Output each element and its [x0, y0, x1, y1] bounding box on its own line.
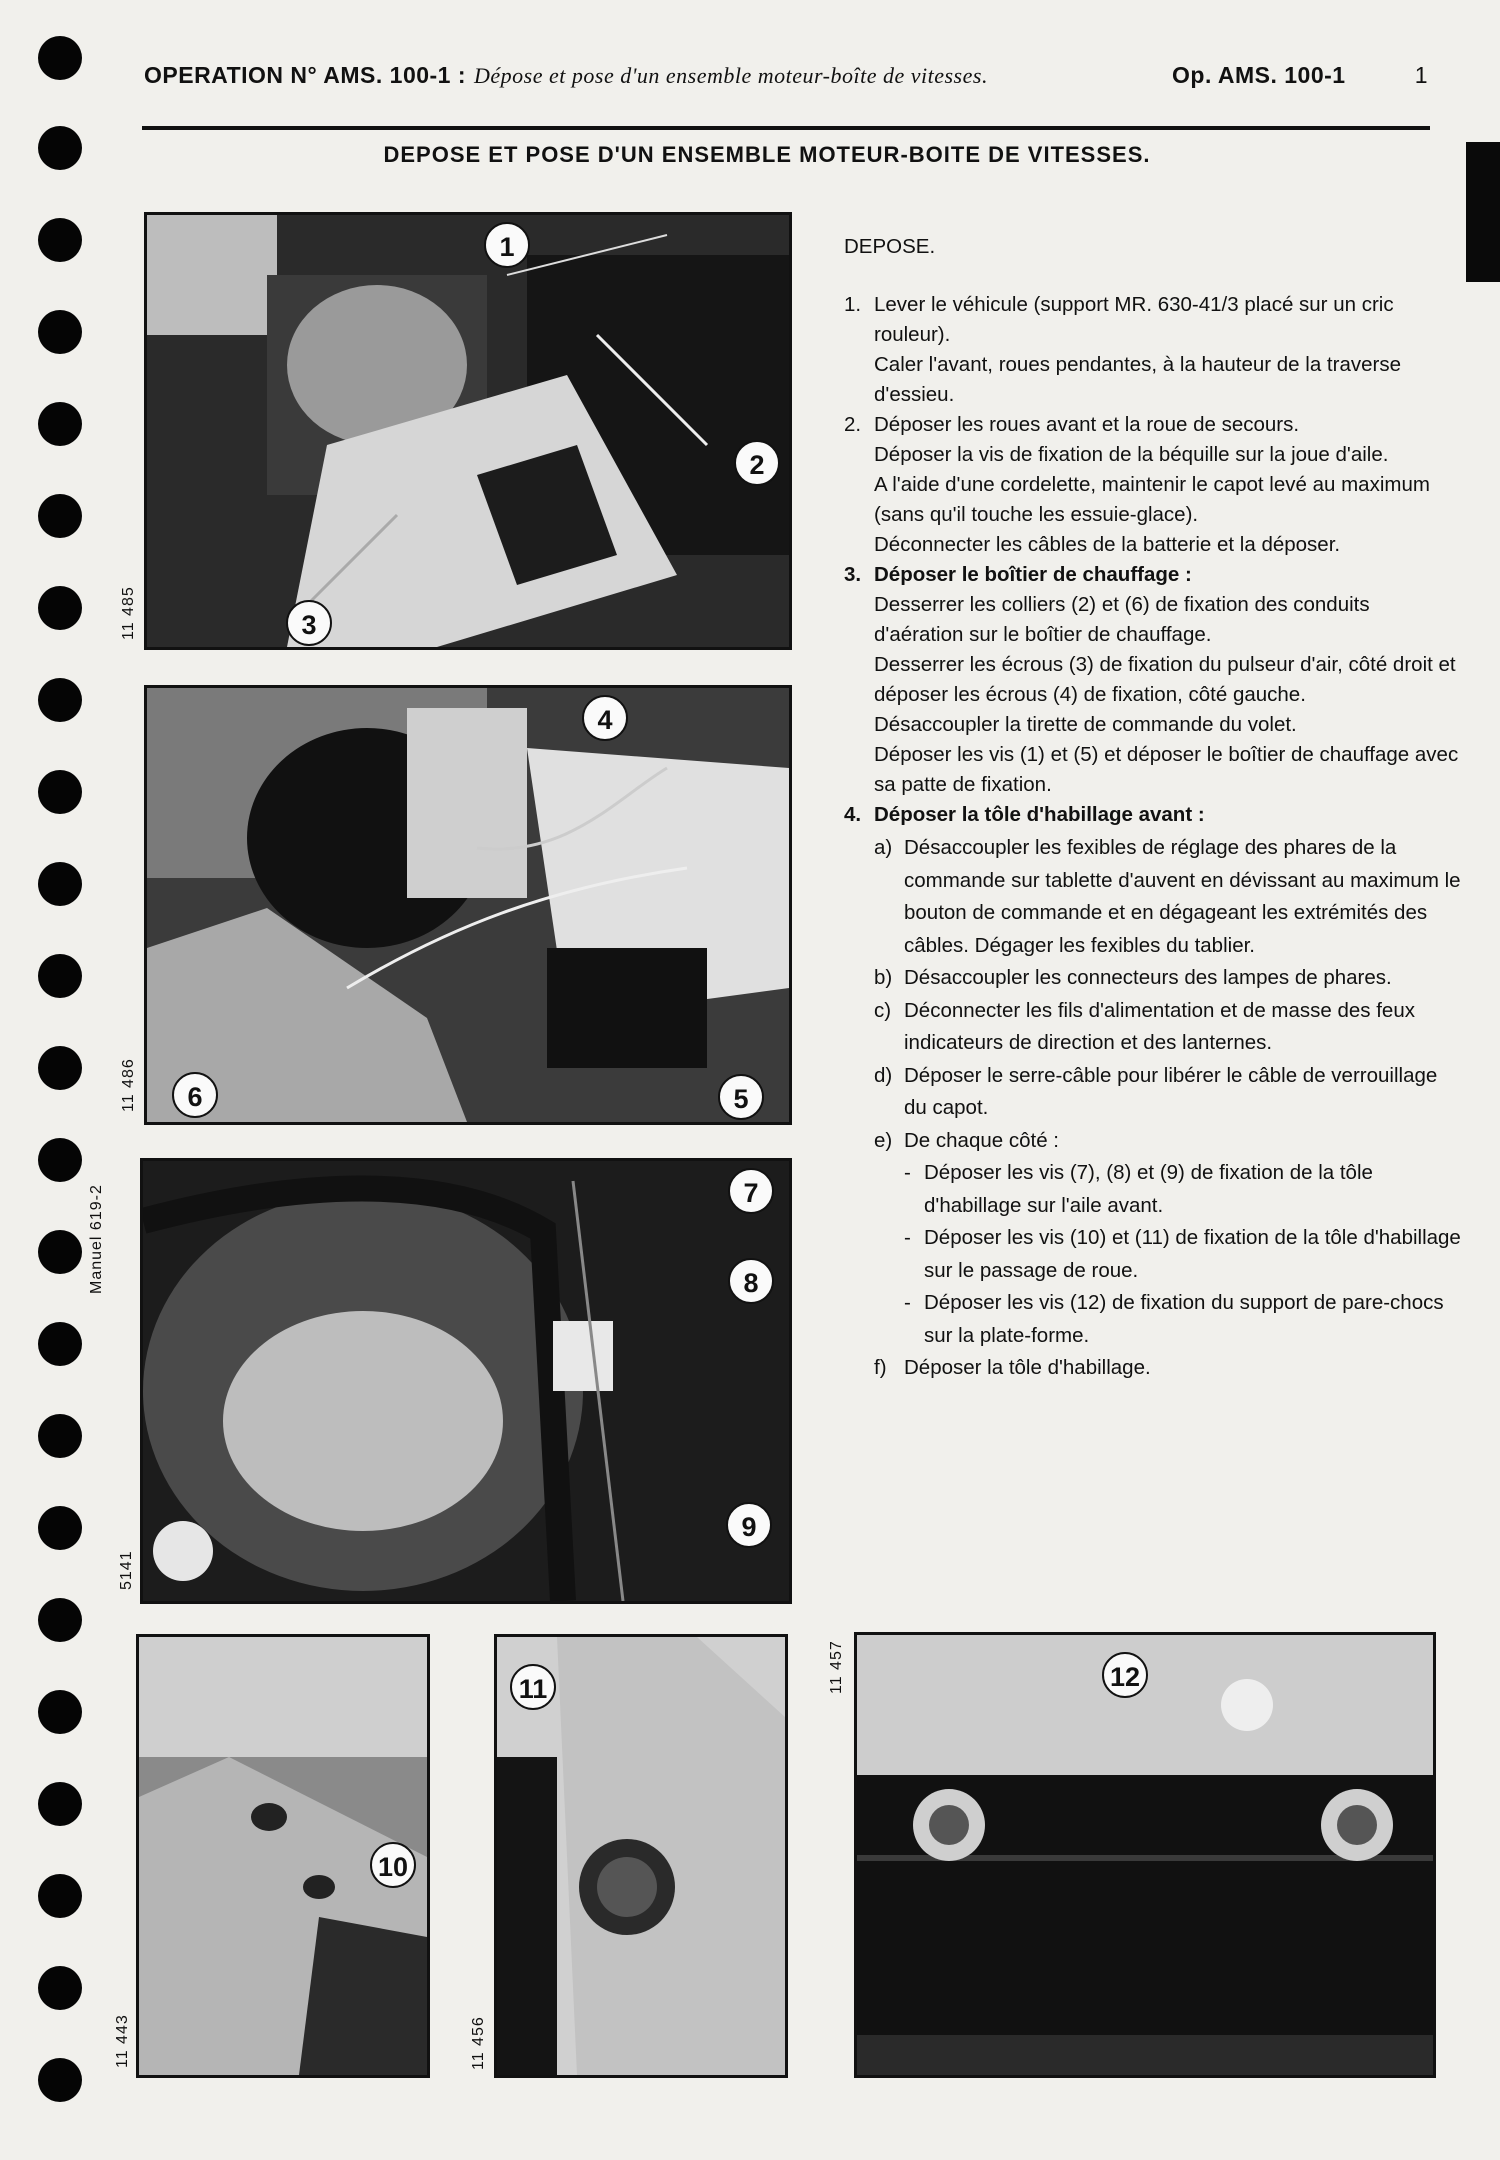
- binder-hole: [38, 1414, 82, 1458]
- substep-e-item: - Déposer les vis (10) et (11) de fixation de la tôle d'habillage sur le passage de roue.: [904, 1226, 1461, 1282]
- binder-hole: [38, 1874, 82, 1918]
- figure-number: 11 443: [114, 2014, 131, 2068]
- callout-9: 9: [726, 1502, 772, 1548]
- callout-3: 3: [286, 600, 332, 646]
- callout-4: 4: [582, 695, 628, 741]
- step-4: [844, 800, 1464, 830]
- substep-b: b) Désaccoupler les connecteurs des lampes de phares.: [874, 966, 1392, 989]
- photo-air-ducts: [144, 685, 792, 1125]
- binder-hole: [38, 1506, 82, 1550]
- step-title: Déposer la tôle d'habillage avant :: [874, 803, 1205, 826]
- binder-hole: [38, 954, 82, 998]
- callout-2: 2: [734, 440, 780, 486]
- section-tab-marker: [1466, 142, 1500, 282]
- photo-heater-box-top: [144, 212, 792, 650]
- callout-12: 12: [1102, 1652, 1148, 1698]
- binder-hole: [38, 1046, 82, 1090]
- step-text: Desserrer les écrous (3) de fixation du pulseur d'air, côté droit et déposer les écrous (4) de fixation, côté gauche.: [874, 653, 1456, 706]
- step-text: Déposer les vis (1) et (5) et déposer le boîtier de chauffage avec sa patte de fixation.: [874, 743, 1459, 796]
- binder-hole: [38, 678, 82, 722]
- step-text: Déposer les roues avant et la roue de secours.: [874, 413, 1300, 436]
- binder-hole: [38, 494, 82, 538]
- binder-hole: [38, 1782, 82, 1826]
- step-text: Lever le véhicule (support MR. 630-41/3 placé sur un cric rouleur).: [874, 293, 1394, 346]
- binder-hole: [38, 2058, 82, 2102]
- step-text: Déconnecter les câbles de la batterie et la déposer.: [874, 533, 1341, 556]
- operation-label: OPERATION N° AMS. 100-1 : Dépose et pose d'un ensemble moteur-boîte de vitesses.: [144, 62, 988, 88]
- figure-number: 11 485: [120, 586, 137, 640]
- step-text: Caler l'avant, roues pendantes, à la hauteur de la traverse d'essieu.: [874, 353, 1401, 406]
- operation-reference: Op. AMS. 100-1: [1172, 62, 1346, 88]
- substep-d: d) Déposer le serre-câble pour libérer le câble de verrouillage du capot.: [874, 1063, 1438, 1119]
- figure-number: 11 457: [828, 1640, 845, 1694]
- binder-hole: [38, 1966, 82, 2010]
- binder-hole: [38, 770, 82, 814]
- callout-6: 6: [172, 1072, 218, 1118]
- binder-hole: [38, 126, 82, 170]
- binder-hole: [38, 862, 82, 906]
- figure-number: 11 456: [470, 2016, 487, 2070]
- step-text: Desserrer les colliers (2) et (6) de fixation des conduits d'aération sur le boîtier de chauffage.: [874, 593, 1370, 646]
- substep-e: e) De chaque côté :: [874, 1128, 1059, 1152]
- page-title: DEPOSE ET POSE D'UN ENSEMBLE MOTEUR-BOITE DE VITESSES.: [383, 142, 1151, 167]
- page-number: 1: [1414, 62, 1428, 88]
- binder-hole: [38, 218, 82, 262]
- binder-hole: [38, 1230, 82, 1274]
- step-3: [844, 560, 1464, 800]
- callout-8: 8: [728, 1258, 774, 1304]
- step-text: A l'aide d'une cordelette, maintenir le capot levé au maximum (sans qu'il touche les essuie-glace).: [874, 473, 1430, 526]
- manual-reference: Manuel 619-2: [88, 1184, 105, 1294]
- callout-5: 5: [718, 1074, 764, 1120]
- binder-hole: [38, 586, 82, 630]
- figure-number: 11 486: [120, 1058, 137, 1112]
- step-title: Déposer le boîtier de chauffage :: [874, 563, 1192, 586]
- binder-hole: [38, 310, 82, 354]
- substep-c: c) Déconnecter les fils d'alimentation et de masse des feux indicateurs de direction et des lanternes.: [874, 998, 1415, 1054]
- substep-f: f) Déposer la tôle d'habillage.: [874, 1356, 1151, 1379]
- callout-7: 7: [728, 1168, 774, 1214]
- step-number: 3.: [844, 563, 862, 586]
- substep-e-item: - Déposer les vis (7), (8) et (9) de fixation de la tôle d'habillage sur l'aile avant.: [904, 1161, 1373, 1217]
- procedure-text: [844, 232, 1464, 1385]
- header-rule: [142, 126, 1430, 130]
- callout-1: 1: [484, 222, 530, 268]
- binder-hole: [38, 1598, 82, 1642]
- step-1: [844, 290, 1464, 410]
- step-text: Déposer la vis de fixation de la béquille sur la joue d'aile.: [874, 443, 1389, 466]
- binder-hole: [38, 1322, 82, 1366]
- photo-bumper-support: [854, 1632, 1436, 2078]
- binder-hole: [38, 402, 82, 446]
- binder-hole: [38, 1138, 82, 1182]
- callout-10: 10: [370, 1842, 416, 1888]
- substep-e-item: - Déposer les vis (12) de fixation du support de pare-chocs sur la plate-forme.: [904, 1291, 1444, 1347]
- step-number: 1.: [844, 293, 862, 316]
- step-number: 4.: [844, 803, 862, 826]
- page-header: [144, 58, 1428, 98]
- substep-a: a) Désaccoupler les fexibles de réglage des phares de la commande sur tablette d'auvent en dévissant au maximum le bouton de commande et en dégageant les extrémités des câbles. Dégager les fexibles du tablier.: [874, 836, 1461, 957]
- operation-description: Dépose et pose d'un ensemble moteur-boîte de vitesses.: [474, 63, 988, 88]
- figure-number: 5141: [118, 1550, 135, 1590]
- step-text: Désaccoupler la tirette de commande du volet.: [874, 713, 1297, 736]
- callout-11: 11: [510, 1664, 556, 1710]
- binder-hole: [38, 1690, 82, 1734]
- step-2: [844, 410, 1464, 560]
- step-number: 2.: [844, 413, 862, 436]
- photo-headlamp-panel: [140, 1158, 792, 1604]
- binder-hole: [38, 36, 82, 80]
- section-heading: DEPOSE.: [844, 235, 936, 258]
